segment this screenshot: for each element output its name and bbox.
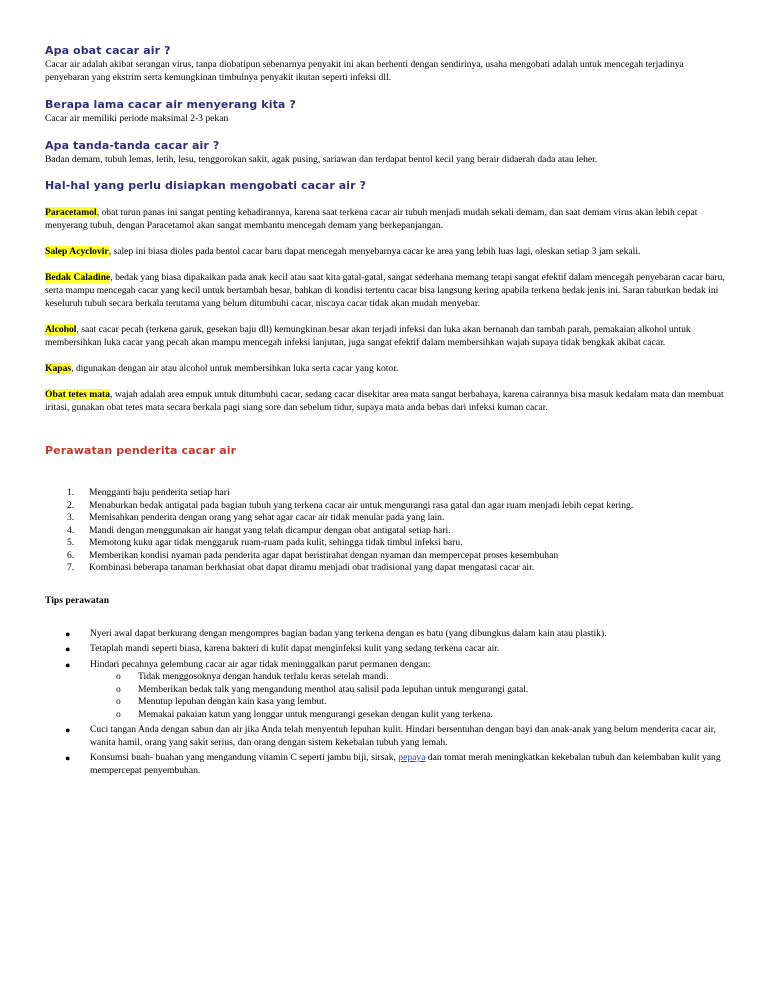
list-text: Nyeri awal dapat berkurang dengan mengompres bagian badan yang terkena dengan es batu (yang dibungkus dalam kain atau plastik). <box>90 627 607 639</box>
sub-bullet-icon: o <box>116 696 121 707</box>
list-text-before: Konsumsi buah- buahan yang mengandung vitamin C seperti jambu biji, sirsak, <box>90 752 399 763</box>
list-item <box>45 487 725 500</box>
list-text: Mengganti baju penderita setiap hari <box>89 487 230 498</box>
supply-text: , digunakan dengan air atau alcohol untuk membersihkan luka serta cacar yang kotor. <box>71 363 399 374</box>
list-number: 4. <box>67 524 75 536</box>
list-number: 1. <box>67 487 75 498</box>
sub-list-item <box>90 684 725 697</box>
list-text-after: dan tomat merah meningkatkan kekebalan tubuh dan kelembaban kulit yang mempercepat penyembuhan. <box>90 752 721 776</box>
list-text: Menaburkan bedak antigatal pada bagian tubuh yang terkena cacar air untuk mengurangi rasa gatal dan agar ruam menjadi lebih cepat kering. <box>89 499 634 511</box>
supply-text: , bedak yang biasa dipakaikan pada anak kecil atau saat kita gatal-gatal, sangat sederhana memang tetapi sangat efektif dalam mencegah penyebaran cacar baru, serta mampu mencegah cacar yang kecil untuk bertambah besar, bahkan di kondisi tertentu cacar bisa langsung kering apabila terkena bedak jenis ini. Saran taburkan bedak ini keseluruh tubuh secara berkala terutama yang belum ditumbuhi cacar, niscaya cacar tidak akan mudah menyebar. <box>45 272 725 309</box>
sub-list-item <box>90 696 725 709</box>
document-page <box>45 44 725 777</box>
sub-list <box>90 671 725 721</box>
supply-name: Kapas <box>45 363 72 374</box>
supply-item <box>45 206 725 232</box>
supply-item <box>45 362 725 375</box>
sub-list-text: Memberikan bedak talk yang mengandung menthol atau salisil pada lepuhan untuk mengurangi gatal. <box>138 683 529 695</box>
list-text: Memotong kuku agar tidak menggaruk ruam-ruam pada kulit, sehingga tidak timbul infeksi baru. <box>89 537 463 548</box>
question-heading: Apa obat cacar air ? <box>45 44 171 57</box>
list-item <box>45 550 725 563</box>
list-item <box>45 512 725 525</box>
bullet-icon: ● <box>65 628 71 639</box>
list-item <box>45 537 725 550</box>
supply-item <box>45 271 725 310</box>
supply-item <box>45 388 725 414</box>
section-heading-tips: Tips perawatan <box>45 594 110 606</box>
list-text: Kombinasi beberapa tanaman berkhasiat obat dapat diramu menjadi obat tradisional yang dapat mengatasi cacar air. <box>89 562 535 573</box>
bullet-icon: ● <box>65 644 71 654</box>
list-number: 3. <box>67 512 75 523</box>
list-item <box>45 562 725 575</box>
list-item <box>45 628 725 641</box>
answer-paragraph: Cacar air memiliki periode maksimal 2-3 pekan <box>45 113 229 124</box>
supply-item <box>45 245 725 258</box>
supply-name: Salep Acyclovir <box>45 246 109 257</box>
supply-name: Paracetamol <box>45 207 97 218</box>
list-item <box>45 724 725 749</box>
list-item <box>45 643 725 656</box>
list-text: Mandi dengan menggunakan air hangat yang telah dicampur dengan obat antigatal setiap hari. <box>89 524 451 536</box>
tips-list <box>45 628 725 778</box>
bullet-icon: ● <box>65 659 71 670</box>
sub-bullet-icon: o <box>116 683 121 695</box>
section-heading-supplies: Hal-hal yang perlu disiapkan mengobati cacar air ? <box>45 179 367 192</box>
supply-text: , saat cacar pecah (terkena garuk, gesekan baju dll) kemungkinan besar akan terjadi infeksi dan luka akan bernanah dan tambah parah, pemakaian alkohol untuk membersihkan luka cacar yang pecah akan mampu mencegah infeksi lanjutan, juga sangat efektif dalam membersihkan wajah supaya tidak bengkak akibat cacar. <box>45 324 691 348</box>
sub-list-text: Menutup lepuhan dengan kain kasa yang lembut. <box>138 696 327 707</box>
list-text: Hindari pecahnya gelembung cacar air agar tidak meninggalkan parut permanen dengan: <box>90 658 431 670</box>
sub-list-item <box>90 709 725 722</box>
section-heading-care: Perawatan penderita cacar air <box>45 444 237 457</box>
list-number: 6. <box>67 549 75 561</box>
supply-name: Obat tetes mata <box>45 389 111 400</box>
answer-paragraph: Cacar air adalah akibat serangan virus, tanpa diobatipun sebenarnya penyakit ini akan berhenti dengan sendirinya, usaha mengobati adalah untuk mencegah terjadinya penyebaran yang ekstrim serta kemungkinan timbulnya penyakit ikutan seperti infeksi dll. <box>45 59 684 83</box>
list-number: 2. <box>67 499 75 511</box>
sub-bullet-icon: o <box>116 671 121 682</box>
supply-text: , salep ini biasa dioles pada bentol cacar baru dapat mencegah menyebarnya cacar ke area yang lebih luas lagi, oleskan setiap 3 jam sekali. <box>108 246 641 257</box>
supply-text: , wajah adalah area empuk untuk ditumbuhi cacar, sedang cacar disekitar area mata sangat berbahaya, karena cairannya bisa masuk kedalam mata dan membuat iritasi, gunakan obat tetes mata secara berkala pagi siang sore dan sebelum tidur, supaya mata anda bebas dari infeksi kuman cacar. <box>45 389 724 413</box>
sub-list-text: Tidak menggosoknya dengan handuk terlalu keras setelah mandi. <box>138 671 389 682</box>
sub-list-item <box>90 671 725 684</box>
supply-name: Alcohol <box>45 324 77 335</box>
list-item <box>45 659 725 722</box>
list-text: Tetaplah mandi seperti biasa, karena bakteri di kulit dapat menginfeksi kulit yang sedang terkena cacar air. <box>90 643 500 654</box>
sub-bullet-icon: o <box>116 708 121 720</box>
supply-item <box>45 323 725 349</box>
list-text: Cuci tangan Anda dengan sabun dan air jika Anda telah menyentuh lepuhan kulit. Hindari bersentuhan dengan bayi dan anak-anak yang belum menderita cacar air, wanita hamil, orang yang sakit serius, dan orang dengan sistem kekebalan tubuh yang lemah. <box>90 724 716 748</box>
question-heading: Apa tanda-tanda cacar air ? <box>45 139 220 152</box>
care-steps-list <box>45 487 725 575</box>
list-number: 5. <box>67 537 75 548</box>
question-heading: Berapa lama cacar air menyerang kita ? <box>45 98 296 111</box>
pepaya-link[interactable]: pepaya <box>398 752 426 763</box>
list-item <box>45 500 725 513</box>
list-text: Memberikan kondisi nyaman pada penderita agar dapat beristirahat dengan nyaman dan mempercepat proses kesembuhan <box>89 549 559 561</box>
list-item <box>45 525 725 538</box>
answer-paragraph: Badan demam, tubuh lemas, letih, lesu, tenggorokan sakit, agak pusing, sariawan dan terdapat bentol kecil yang berair didaerah dada atau leher. <box>45 154 598 165</box>
list-number: 7. <box>67 562 75 573</box>
bullet-icon: ● <box>65 753 71 763</box>
list-item <box>45 752 725 777</box>
list-text: Memisahkan penderita dengan orang yang sehat agar cacar air tidak menular pada yang lain. <box>89 512 445 523</box>
sub-list-text: Memakai pakaian katun yang longgar untuk mengurangi gesekan dengan kulit yang terkena. <box>138 708 493 720</box>
supply-text: , obat turun panas ini sangat penting kehadirannya, karena saat terkena cacar air tubuh menjadi mudah sekali demam, dan saat demam virus akan lebih cepat menyerang tubuh, dengan Paracetamol akan sangat membantu mencegah demam yang berkepanjangan. <box>45 207 698 231</box>
bullet-icon: ● <box>65 725 71 735</box>
supply-name: Bedak Caladine <box>45 272 111 283</box>
